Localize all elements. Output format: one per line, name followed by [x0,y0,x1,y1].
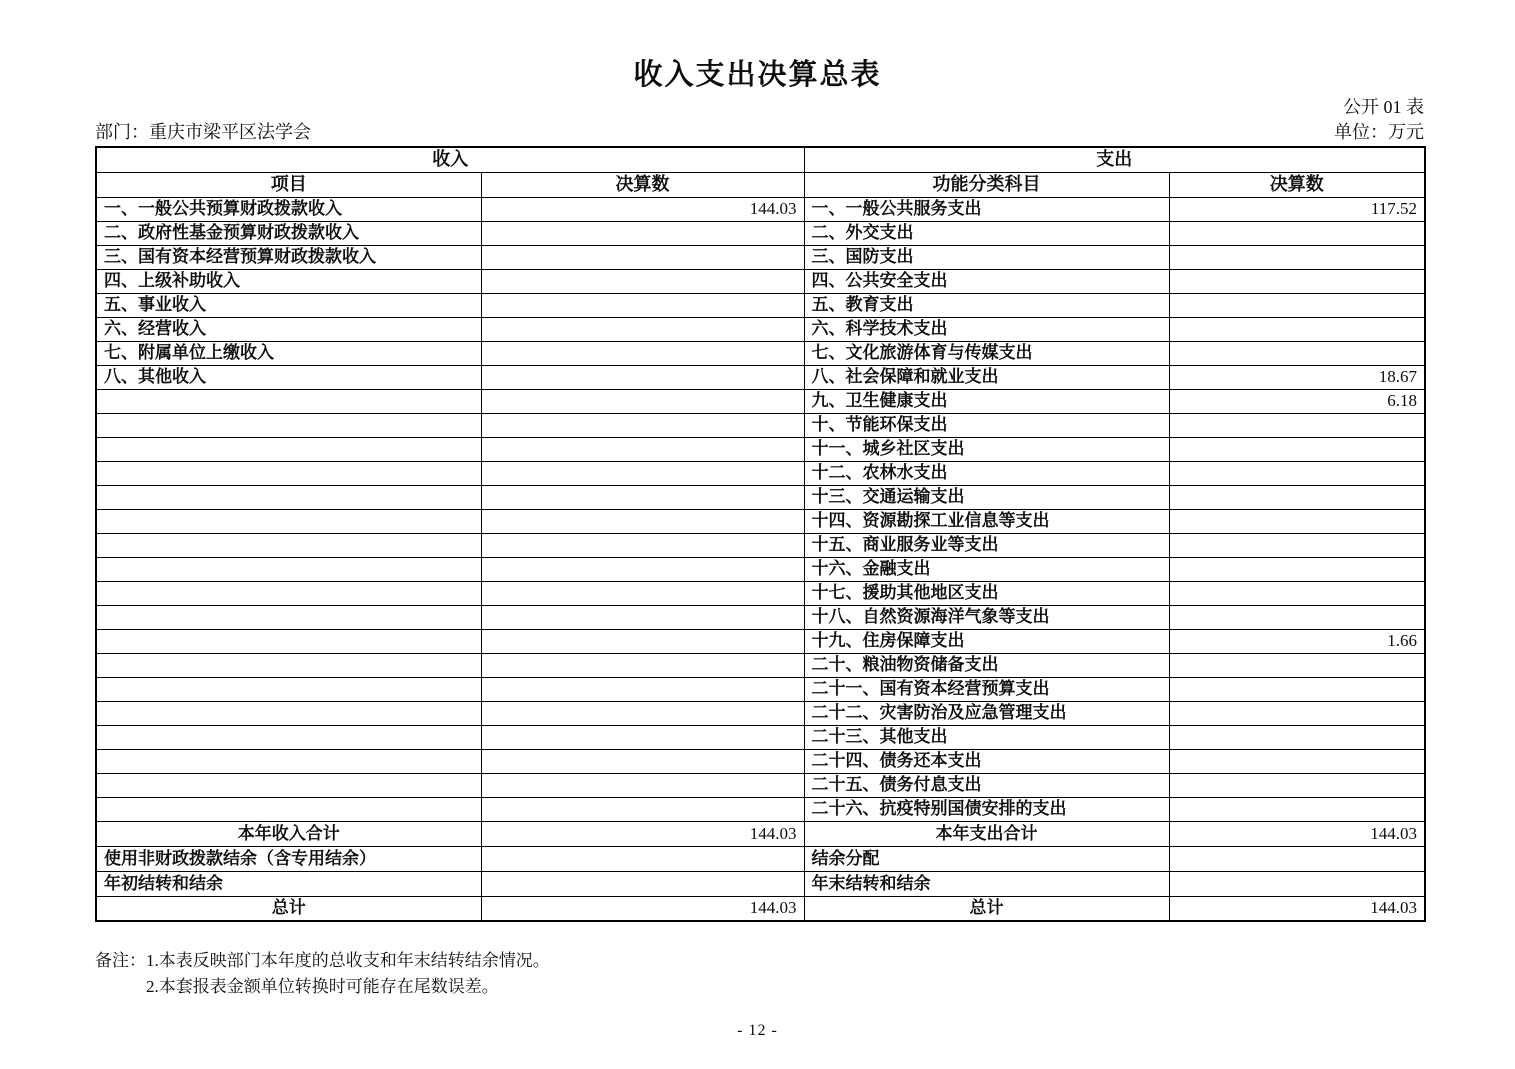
expense-item-cell: 六、科学技术支出 [804,317,1169,341]
income-item-cell [96,749,481,773]
table-row [96,221,1425,245]
income-amount-cell [481,269,804,293]
expense-amount-cell [1169,461,1425,485]
table-row [96,773,1425,797]
income-amount-cell [481,533,804,557]
income-item-cell [96,653,481,677]
expense-amount-cell [1169,797,1425,821]
note-lines [146,948,550,1000]
expense-item-cell: 八、社会保障和就业支出 [804,365,1169,389]
expense-item-cell: 十五、商业服务业等支出 [804,533,1169,557]
income-item-cell [96,509,481,533]
note-line: 1.本表反映部门本年度的总收支和年末结转结余情况。 [146,951,550,970]
expense-item-cell: 十、节能环保支出 [804,413,1169,437]
income-amount-cell [481,653,804,677]
table-row [96,896,1425,921]
income-item-cell: 三、国有资本经营预算财政拨款收入 [96,245,481,269]
expense-amount-cell [1169,605,1425,629]
expense-amount-cell [1169,413,1425,437]
table-row [96,389,1425,413]
income-item-cell [96,701,481,725]
expense-section-header: 支出 [804,147,1425,172]
table-row [96,605,1425,629]
income-item-cell [96,797,481,821]
expense-amount-cell [1169,653,1425,677]
income-item-cell [96,389,481,413]
expense-item-cell: 一、一般公共服务支出 [804,197,1169,221]
income-item-cell: 八、其他收入 [96,365,481,389]
income-item-cell [96,557,481,581]
expense-amount-cell [1169,581,1425,605]
expense-amount-cell: 6.18 [1169,389,1425,413]
income-amount-cell [481,485,804,509]
expense-item-cell: 十三、交通运输支出 [804,485,1169,509]
table-meta-row [95,118,1424,144]
expense-item-cell: 二十二、灾害防治及应急管理支出 [804,701,1169,725]
income-amount-cell [481,749,804,773]
income-amount-cell [481,629,804,653]
income-item-header: 项目 [96,172,481,197]
income-amount-cell [481,317,804,341]
income-amount-cell [481,557,804,581]
expense-item-cell: 九、卫生健康支出 [804,389,1169,413]
expense-item-cell: 总计 [804,896,1169,921]
income-item-cell [96,605,481,629]
income-item-cell: 五、事业收入 [96,293,481,317]
expense-amount-cell [1169,846,1425,871]
expense-item-cell: 十六、金融支出 [804,557,1169,581]
table-row [96,317,1425,341]
income-item-cell [96,677,481,701]
income-amount-header: 决算数 [481,172,804,197]
table-row [96,677,1425,701]
income-item-cell [96,629,481,653]
table-row [96,197,1425,221]
income-section-header: 收入 [96,147,804,172]
income-item-cell [96,485,481,509]
income-item-cell [96,461,481,485]
income-item-cell: 七、附属单位上缴收入 [96,341,481,365]
income-item-cell [96,725,481,749]
expense-amount-cell: 1.66 [1169,629,1425,653]
expense-item-cell: 年末结转和结余 [804,871,1169,896]
expense-item-cell: 二十六、抗疫特别国债安排的支出 [804,797,1169,821]
note-line: 2.本套报表金额单位转换时可能存在尾数误差。 [146,977,499,996]
section-header-row [96,147,1425,172]
income-item-cell: 年初结转和结余 [96,871,481,896]
expense-item-cell: 十一、城乡社区支出 [804,437,1169,461]
table-row [96,437,1425,461]
income-item-cell [96,581,481,605]
expense-amount-cell [1169,221,1425,245]
table-row [96,725,1425,749]
table-row [96,365,1425,389]
income-amount-cell [481,797,804,821]
income-amount-cell [481,846,804,871]
income-item-cell: 总计 [96,896,481,921]
expense-item-cell: 三、国防支出 [804,245,1169,269]
income-amount-cell [481,293,804,317]
expense-item-header: 功能分类科目 [804,172,1169,197]
expense-item-cell: 二十三、其他支出 [804,725,1169,749]
income-item-cell: 使用非财政拨款结余（含专用结余） [96,846,481,871]
income-amount-cell [481,341,804,365]
page-title: 收入支出决算总表 [633,59,882,91]
expense-item-cell: 二十五、债务付息支出 [804,773,1169,797]
expense-item-cell: 七、文化旅游体育与传媒支出 [804,341,1169,365]
expense-amount-cell: 117.52 [1169,197,1425,221]
income-amount-cell [481,677,804,701]
expense-item-cell: 十二、农林水支出 [804,461,1169,485]
income-item-cell: 本年收入合计 [96,821,481,846]
table-row [96,557,1425,581]
expense-amount-cell [1169,725,1425,749]
expense-amount-cell: 144.03 [1169,896,1425,921]
expense-item-cell: 四、公共安全支出 [804,269,1169,293]
income-item-cell: 四、上级补助收入 [96,269,481,293]
income-amount-cell [481,245,804,269]
income-amount-cell [481,581,804,605]
table-row [96,269,1425,293]
expense-amount-cell: 18.67 [1169,365,1425,389]
table-body [96,147,1425,921]
income-amount-cell [481,461,804,485]
budget-summary-table [95,146,1426,922]
expense-amount-cell [1169,317,1425,341]
expense-amount-cell [1169,341,1425,365]
table-row [96,533,1425,557]
table-row [96,413,1425,437]
page-number: - 12 - [737,1022,778,1039]
expense-item-cell: 十八、自然资源海洋气象等支出 [804,605,1169,629]
table-row [96,653,1425,677]
income-item-cell [96,437,481,461]
expense-amount-cell [1169,871,1425,896]
table-row [96,821,1425,846]
table-row [96,701,1425,725]
table-row [96,461,1425,485]
income-amount-cell [481,725,804,749]
table-row [96,846,1425,871]
table-row [96,629,1425,653]
expense-item-cell: 本年支出合计 [804,821,1169,846]
income-amount-cell [481,365,804,389]
income-amount-cell [481,605,804,629]
expense-amount-cell [1169,557,1425,581]
income-amount-cell: 144.03 [481,821,804,846]
income-amount-cell: 144.03 [481,197,804,221]
notes-block [95,948,550,1000]
expense-amount-header: 决算数 [1169,172,1425,197]
expense-amount-cell [1169,293,1425,317]
income-amount-cell [481,413,804,437]
table-code-label: 公开 01 表 [1343,97,1424,117]
expense-amount-cell [1169,701,1425,725]
expense-amount-cell [1169,773,1425,797]
expense-amount-cell [1169,269,1425,293]
expense-amount-cell [1169,677,1425,701]
income-amount-cell [481,509,804,533]
expense-amount-cell [1169,749,1425,773]
column-header-row [96,172,1425,197]
table-row [96,871,1425,896]
income-amount-cell [481,871,804,896]
income-amount-cell [481,389,804,413]
expense-amount-cell [1169,533,1425,557]
expense-amount-cell [1169,437,1425,461]
expense-item-cell: 十四、资源勘探工业信息等支出 [804,509,1169,533]
table-row [96,581,1425,605]
expense-item-cell: 十七、援助其他地区支出 [804,581,1169,605]
income-item-cell: 二、政府性基金预算财政拨款收入 [96,221,481,245]
income-item-cell [96,773,481,797]
expense-item-cell: 二十一、国有资本经营预算支出 [804,677,1169,701]
expense-amount-cell [1169,485,1425,509]
table-row [96,797,1425,821]
table-row [96,293,1425,317]
income-amount-cell [481,437,804,461]
income-item-cell [96,413,481,437]
unit-label: 单位：万元 [1334,122,1424,142]
expense-item-cell: 结余分配 [804,846,1169,871]
table-row [96,509,1425,533]
expense-amount-cell: 144.03 [1169,821,1425,846]
expense-item-cell: 五、教育支出 [804,293,1169,317]
expense-amount-cell [1169,245,1425,269]
income-item-cell: 六、经营收入 [96,317,481,341]
table-row [96,341,1425,365]
expense-amount-cell [1169,509,1425,533]
income-amount-cell: 144.03 [481,896,804,921]
income-amount-cell [481,773,804,797]
income-item-cell: 一、一般公共预算财政拨款收入 [96,197,481,221]
table-row [96,749,1425,773]
table-row [96,245,1425,269]
income-amount-cell [481,221,804,245]
department-label: 部门：重庆市梁平区法学会 [95,122,311,142]
table-row [96,485,1425,509]
expense-item-cell: 十九、住房保障支出 [804,629,1169,653]
expense-item-cell: 二十四、债务还本支出 [804,749,1169,773]
expense-item-cell: 二十、粮油物资储备支出 [804,653,1169,677]
income-amount-cell [481,701,804,725]
income-item-cell [96,533,481,557]
notes-label: 备注： [95,951,146,970]
expense-item-cell: 二、外交支出 [804,221,1169,245]
